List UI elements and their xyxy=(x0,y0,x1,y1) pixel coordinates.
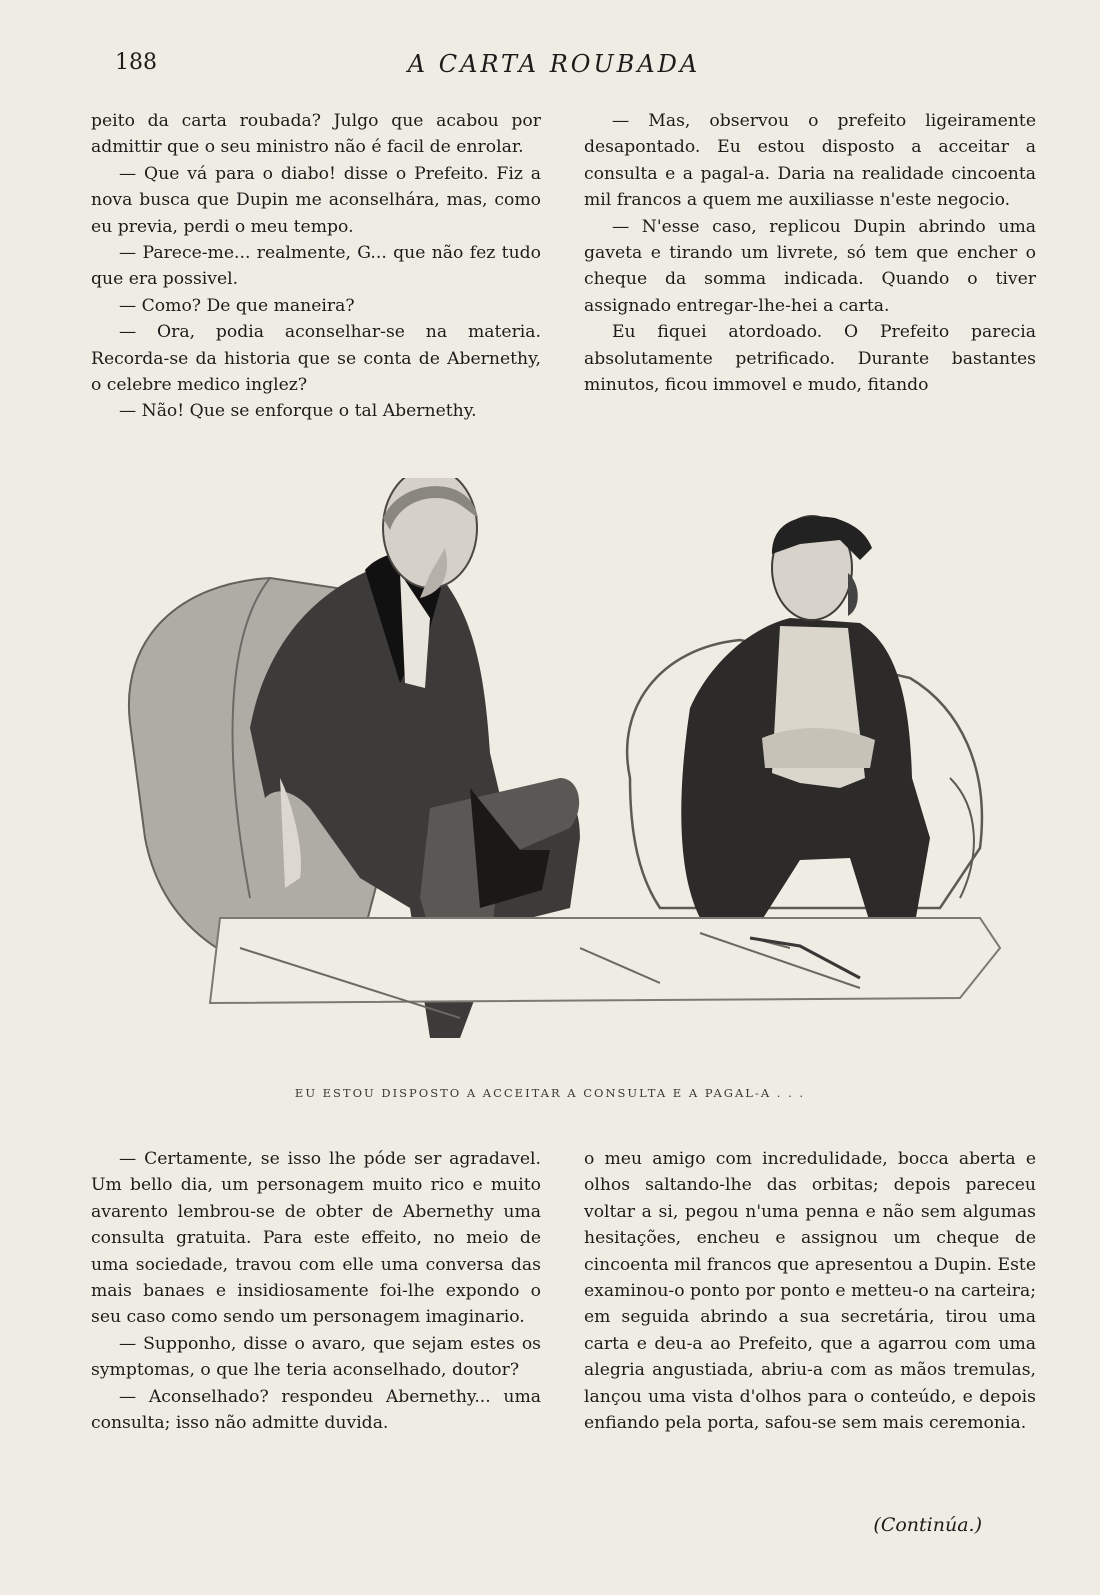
right-figure xyxy=(681,516,930,923)
paragraph: — Que vá para o diabo! disse o Prefeito. Fiz a nova busca que Dupin me aconselhára, mas, como eu previa, perdi o meu tempo. xyxy=(91,163,541,237)
illustration-caption: EU ESTOU DISPOSTO A ACCEITAR A CONSULTA E A PAGAL-A . . . xyxy=(294,1086,806,1100)
paragraph: — Ora, podia aconselhar-se na materia. Recorda-se da historia que se conta de Abernethy, o celebre medico inglez? xyxy=(91,322,541,396)
paragraph: o meu amigo com incredulidade, bocca aberta e olhos saltando-lhe das orbitas; depois pareceu voltar a si, pegou n'uma penna e não sem algumas hesitações, encheu e assignou um cheque de cincoenta mil francos que apresentou a Dupin. Este examinou-o ponto por ponto e metteu-o na carteira; em seguida abrindo a sua secretária, tirou uma carta e deu-a ao Prefeito, que a agarrou com uma alegria angustiada, abriu-a com as mãos tremulas, lançou uma vista d'olhos para o conteúdo, e depois enfiando pela porta, safou-se sem mais ceremonia. xyxy=(584,1149,1036,1434)
text-column-bottom-left xyxy=(91,1146,541,1436)
table xyxy=(210,918,1000,1003)
paragraph: — Como? De que maneira? xyxy=(119,295,355,316)
continua-note: (Continúa.) xyxy=(873,1514,982,1536)
page-number: 188 xyxy=(115,50,157,75)
paragraph: — Supponho, disse o avaro, que sejam estes os symptomas, o que lhe teria aconselhado, doutor? xyxy=(91,1333,541,1381)
paragraph: — Parece-me... realmente, G... que não fez tudo que era possivel. xyxy=(91,243,541,290)
text-column-top-right xyxy=(584,108,1036,398)
text-column-top-left xyxy=(91,108,541,425)
illustration xyxy=(100,478,1020,1068)
page-header xyxy=(90,50,1018,90)
paragraph: peito da carta roubada? Julgo que acabou por admittir que o seu ministro não é facil de enrolar. xyxy=(91,111,541,158)
running-title: A CARTA ROUBADA xyxy=(407,50,701,78)
paragraph: — N'esse caso, replicou Dupin abrindo uma gaveta e tirando um livrete, só tem que encher o cheque da somma indicada. Quando o tiver assignado entregar-lhe-hei a carta. xyxy=(584,216,1036,316)
paragraph: — Não! Que se enforque o tal Abernethy. xyxy=(119,401,477,422)
paragraph: — Certamente, se isso lhe póde ser agradavel. Um bello dia, um personagem muito rico e muito avarento lembrou-se de obter de Abernethy uma consulta gratuita. Para este effeito, no meio de uma sociedade, travou com elle uma conversa das mais banaes e insidiosamente foi-lhe expondo o seu caso como sendo um personagem imaginario. xyxy=(91,1149,541,1328)
paragraph: — Aconselhado? respondeu Abernethy... uma consulta; isso não admitte duvida. xyxy=(91,1386,541,1434)
text-column-bottom-right xyxy=(584,1146,1036,1436)
paragraph: — Mas, observou o prefeito ligeiramente desapontado. Eu estou disposto a acceitar a consulta e a pagal-a. Daria na realidade cincoenta mil francos a quem me auxiliasse n'este negocio. xyxy=(584,111,1036,211)
paragraph: Eu fiquei atordoado. O Prefeito parecia absolutamente petrificado. Durante bastantes minutos, ficou immovel e mudo, fitando xyxy=(584,322,1036,396)
